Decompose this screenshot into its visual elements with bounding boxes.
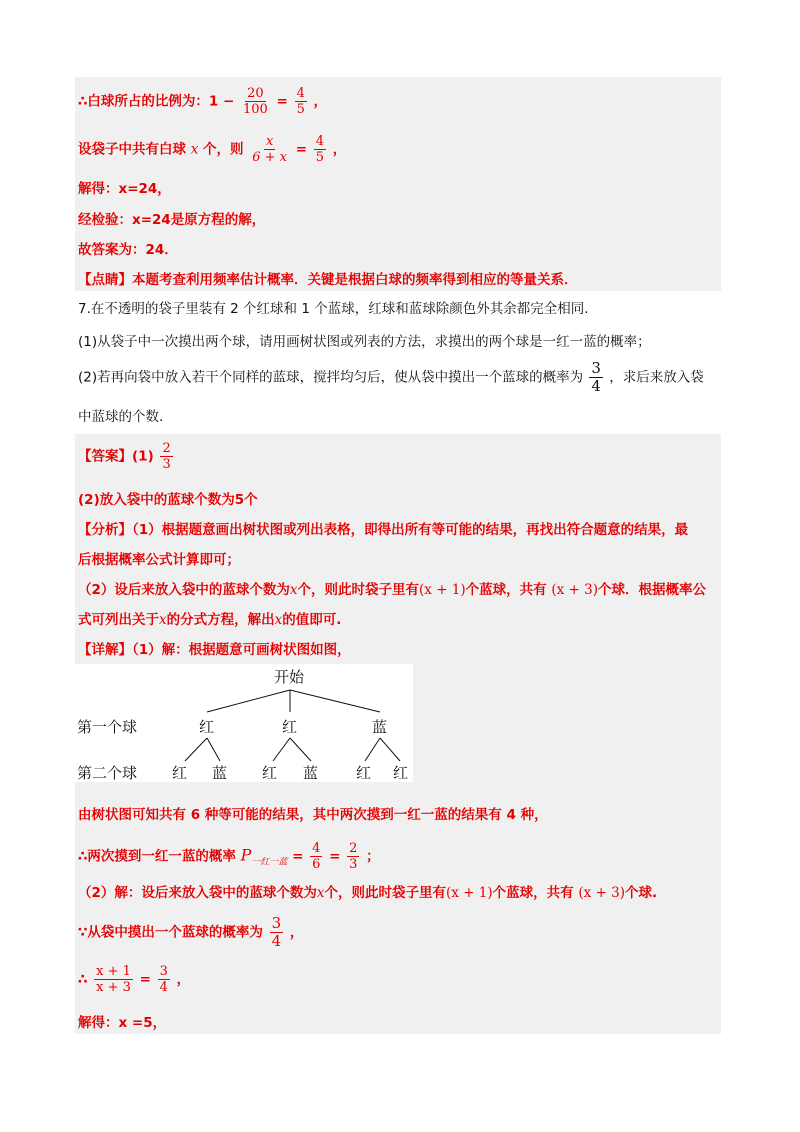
- check-line: 经检验：x=24是原方程的解，: [78, 212, 266, 228]
- answer-24-line: 故答案为：24．: [78, 242, 178, 258]
- question-7-part2-cont: 中蓝球的个数.: [78, 409, 164, 425]
- set-white-balls-line: 设袋子中共有白球 x 个，则 $\frac{x}{6 + x}$ = $\frac{4}{5}$ ，: [78, 134, 347, 165]
- answer-part2: (2)放入袋中的蓝球个数为5个: [78, 492, 258, 508]
- analysis-line-1: 【分析】（1）根据题意画出树状图或列出表格，即得出所有等可能的结果，再找出符合题意的结果，最: [78, 522, 689, 538]
- tree-l2-node: 红: [262, 764, 278, 782]
- tree-root: 开始: [274, 668, 305, 686]
- tree-l2-node: 红: [172, 764, 188, 782]
- probability-line: ∴两次摸到一红一蓝的概率 $P_{一红一蓝}$ = $\frac{4}{6}$ = $\frac{2}{3}$ ；: [78, 841, 380, 872]
- equation-line: ∴ $\frac{x + 1}{x + 3}$ = $\frac{3}{4}$ ，: [78, 964, 191, 995]
- tree-result-line: 由树状图可知共有 6 种等可能的结果，其中两次摸到一红一蓝的结果有 4 种，: [78, 807, 548, 823]
- white-ball-ratio-line: ∴白球所占的比例为：1 − $\frac{20}{100}$ = $\frac{4}{5}$ ，: [78, 86, 328, 117]
- tree-row1-label: 第一个球: [77, 718, 138, 736]
- tree-l1-node: 红: [282, 718, 298, 736]
- tree-diagram: [75, 664, 413, 782]
- detail-line: 【详解】（1）解：根据题意可画树状图如图，: [78, 642, 351, 658]
- blue-prob-line: ∵从袋中摸出一个蓝球的概率为 $\frac{3}{4}$ ，: [78, 914, 304, 950]
- analysis-line-4: 式可列出关于x的分式方程，解出x的值即可.: [78, 612, 342, 628]
- tree-row2-label: 第二个球: [77, 764, 138, 782]
- tree-l2-node: 红: [356, 764, 372, 782]
- part2-setup-line: （2）解：设后来放入袋中的蓝球个数为x个，则此时袋子里有(x + 1)个蓝球，共有 (x + 3)个球.: [78, 885, 658, 901]
- tree-l2-node: 红: [393, 764, 409, 782]
- solve-x-line: 解得：x=24，: [78, 181, 171, 197]
- question-7-part2: (2)若再向袋中放入若干个同样的蓝球，搅拌均匀后，使从袋中摸出一个蓝球的概率为 $\frac{3}{4}$ ，求后来放入袋: [78, 359, 704, 395]
- question-7-part1: (1)从袋子中一次摸出两个球，请用画树状图或列表的方法，求摸出的两个球是一红一蓝的概率；: [78, 334, 651, 350]
- analysis-line-2: 后根据概率公式计算即可；: [78, 552, 240, 568]
- tree-l2-node: 蓝: [212, 764, 228, 782]
- answer-part1: 【答案】(1) $\frac{2}{3}$: [78, 441, 171, 472]
- analysis-line-3: （2）设后来放入袋中的蓝球个数为x个，则此时袋子里有(x + 1)个蓝球，共有 (x + 3)个球．根据概率公: [78, 582, 707, 598]
- tree-l1-node: 红: [199, 718, 215, 736]
- tree-l2-node: 蓝: [303, 764, 319, 782]
- tree-l1-node: 蓝: [372, 718, 388, 736]
- comment-line: 【点睛】本题考查利用频率估计概率．关键是根据白球的频率得到相应的等量关系．: [78, 272, 578, 288]
- question-7-stem: 7.在不透明的袋子里装有 2 个红球和 1 个蓝球，红球和蓝球除颜色外其余都完全相同.: [78, 301, 589, 317]
- solve-result-line: 解得：x =5，: [78, 1015, 167, 1031]
